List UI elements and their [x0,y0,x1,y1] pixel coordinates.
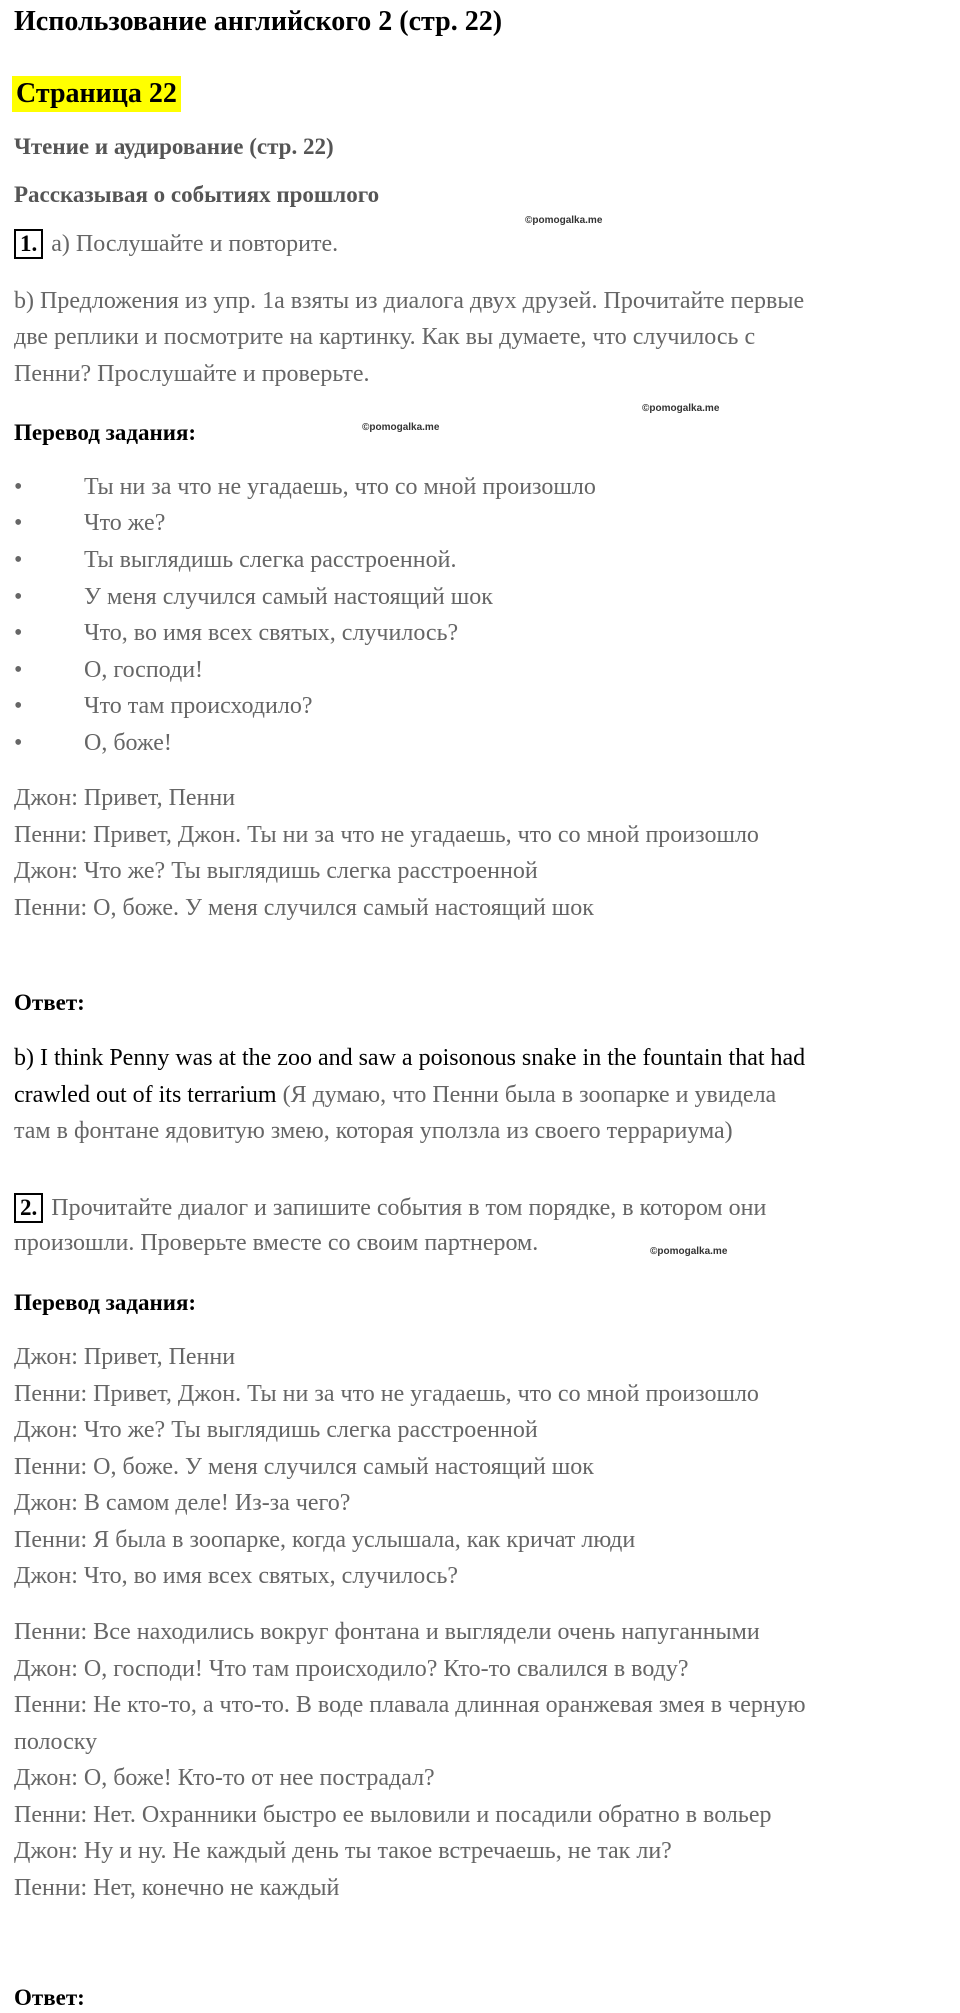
dialog-line: Пенни: Я была в зоопарке, когда услышала, как кричат люди [14,1527,636,1553]
bullet-marker: • [14,730,23,756]
dialog-line: Пенни: Все находились вокруг фонтана и выглядели очень напуганными [14,1619,760,1645]
subsection-heading: Рассказывая о событиях прошлого [14,182,380,207]
dialog-line: Пенни: Привет, Джон. Ты ни за что не угадаешь, что со мной произошло [14,1381,759,1407]
answer-line [14,1082,776,1109]
page-label: Страница 22 [12,76,181,112]
exercise-number: 1. [14,229,43,259]
bullet-marker: • [14,657,23,683]
watermark: ©pomogalka.me [525,215,603,226]
dialog-line: полоску [14,1729,98,1755]
dialog-line: Пенни: Нет. Охранники быстро ее выловили и посадили обратно в вольер [14,1802,772,1828]
exercise-number: 2. [14,1193,43,1223]
task-text: Прочитайте диалог и запишите события в том порядке, в котором они [51,1195,767,1221]
answer-russian: (Я думаю, что Пенни была в зоопарке и увидела [276,1082,777,1108]
dialog-line: Пенни: Привет, Джон. Ты ни за что не угадаешь, что со мной произошло [14,822,759,848]
dialog-line: Джон: Что же? Ты выглядишь слегка расстроенной [14,1417,538,1443]
answer-english: crawled out of its terrarium [14,1082,277,1108]
exercise-1-a-text: a) Послушайте и повторите. [51,231,339,257]
text-line: Пенни? Прослушайте и проверьте. [14,361,370,387]
watermark: ©pomogalka.me [642,403,720,414]
dialog-line: Джон: Что, во имя всех святых, случилось? [14,1563,459,1589]
page-title: Использование английского 2 (стр. 22) [14,6,503,37]
dialog-line: Джон: Что же? Ты выглядишь слегка расстроенной [14,858,538,884]
list-item: О, боже! [84,730,172,756]
answer-line: там в фонтане ядовитую змею, которая уползла из своего террариума) [14,1118,733,1144]
list-item: О, господи! [84,657,204,683]
list-item: Что же? [84,510,166,536]
bullet-marker: • [14,474,23,500]
bullet-marker: • [14,693,23,719]
watermark: ©pomogalka.me [362,422,440,433]
list-item: Ты выглядишь слегка расстроенной. [84,547,457,573]
bullet-marker: • [14,510,23,536]
dialog-line: Джон: О, боже! Кто-то от нее пострадал? [14,1765,435,1791]
list-item: Что там происходило? [84,693,313,719]
translation-label: Перевод задания: [14,1290,197,1315]
dialog-line: Пенни: Не кто-то, а что-то. В воде плавала длинная оранжевая змея в черную [14,1692,806,1718]
section-heading: Чтение и аудирование (стр. 22) [14,134,334,159]
translation-label: Перевод задания: [14,420,197,445]
bullet-marker: • [14,584,23,610]
dialog-line: Пенни: Нет, конечно не каждый [14,1875,340,1901]
list-item: Ты ни за что не угадаешь, что со мной произошло [84,474,596,500]
dialog-line: Джон: В самом деле! Из-за чего? [14,1490,351,1516]
watermark: ©pomogalka.me [650,1246,728,1257]
answer-label: Ответ: [14,990,85,1015]
text-line: две реплики и посмотрите на картинку. Как вы думаете, что случилось с [14,324,756,350]
text-line: b) Предложения из упр. 1a взяты из диалога двух друзей. Прочитайте первые [14,288,805,314]
dialog-line: Джон: Привет, Пенни [14,785,236,811]
list-item: У меня случился самый настоящий шок [84,584,493,610]
answer-line: b) I think Penny was at the zoo and saw a poisonous snake in the fountain that had [14,1045,806,1071]
dialog-line: Джон: О, господи! Что там происходило? Кто-то свалился в воду? [14,1656,689,1682]
bullet-marker: • [14,547,23,573]
text-line: произошли. Проверьте вместе со своим партнером. [14,1230,539,1256]
answer-label: Ответ: [14,1985,85,2010]
dialog-line: Пенни: О, боже. У меня случился самый настоящий шок [14,895,594,921]
dialog-line: Джон: Ну и ну. Не каждый день ты такое встречаешь, не так ли? [14,1838,672,1864]
dialog-line: Пенни: О, боже. У меня случился самый настоящий шок [14,1454,594,1480]
text-line [14,1193,766,1223]
dialog-line: Джон: Привет, Пенни [14,1344,236,1370]
exercise-1-a [14,229,338,259]
list-item: Что, во имя всех святых, случилось? [84,620,459,646]
bullet-marker: • [14,620,23,646]
